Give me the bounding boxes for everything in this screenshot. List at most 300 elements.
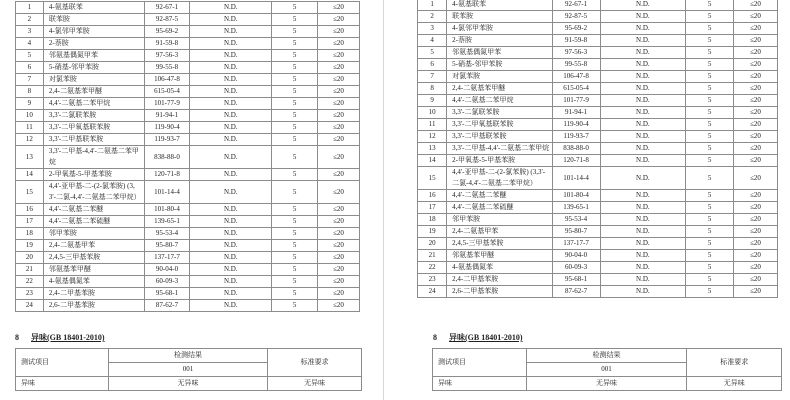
- cell-cas: 91-94-1: [144, 110, 190, 122]
- cell-limit: 5: [272, 169, 318, 181]
- cell-no: 13: [16, 146, 44, 169]
- cell-limit: 5: [686, 0, 734, 11]
- cell-requirement: ≤20: [318, 2, 360, 14]
- cell-result: N.D.: [600, 286, 686, 298]
- cell-name: 4,4'-亚甲基-二-(2-氯苯胺) (3,3'-二氯-4,4'-二氨基二苯甲烷）: [43, 181, 144, 204]
- table-row: [418, 238, 778, 250]
- cell-limit: 5: [686, 214, 734, 226]
- cell-limit: 5: [272, 26, 318, 38]
- cell-name: 2,4-二甲基苯胺: [43, 288, 144, 300]
- cell-no: 16: [418, 190, 447, 202]
- cell-no: 7: [418, 71, 447, 83]
- cell-no: 3: [418, 23, 447, 35]
- cell-no: 18: [16, 228, 44, 240]
- table-row: [418, 107, 778, 119]
- table-row: [418, 11, 778, 23]
- cell-cas: 139-65-1: [552, 202, 600, 214]
- table-row: [418, 167, 778, 190]
- cell-requirement: ≤20: [318, 240, 360, 252]
- table-row: [418, 59, 778, 71]
- cell-result: N.D.: [190, 26, 272, 38]
- cell-name: 对氯苯胺: [43, 74, 144, 86]
- cell-result: N.D.: [600, 107, 686, 119]
- cell-cas: 87-62-7: [552, 286, 600, 298]
- table-row: [418, 202, 778, 214]
- table-row: [16, 204, 360, 216]
- cell-cas: 119-93-7: [552, 131, 600, 143]
- cell-name: 对氯苯胺: [447, 71, 552, 83]
- table-row: [418, 190, 778, 202]
- cell-result: N.D.: [600, 250, 686, 262]
- aromatic-amines-results-table: [417, 0, 778, 298]
- cell-result: N.D.: [190, 14, 272, 26]
- section-number: 8: [15, 333, 19, 342]
- cell-cas: 97-56-3: [144, 50, 190, 62]
- cell-cas: 119-90-4: [552, 119, 600, 131]
- cell-cas: 101-77-9: [552, 95, 600, 107]
- cell-no: 7: [16, 74, 44, 86]
- cell-requirement: ≤20: [318, 146, 360, 169]
- result-header: 检测结果: [108, 349, 268, 363]
- cell-name: 3,3'-二甲氧基联苯胺: [447, 119, 552, 131]
- cell-no: 2: [16, 14, 44, 26]
- cell-no: 10: [418, 107, 447, 119]
- cell-requirement: ≤20: [318, 26, 360, 38]
- cell-cas: 106-47-8: [144, 74, 190, 86]
- table-row: [418, 143, 778, 155]
- cell-no: 24: [16, 300, 44, 312]
- cell-no: 3: [16, 26, 44, 38]
- cell-result: N.D.: [600, 35, 686, 47]
- table-row: [418, 131, 778, 143]
- table-row: [418, 47, 778, 59]
- cell-cas: 101-80-4: [144, 204, 190, 216]
- cell-name: 4,4'-二氨基二苯醚: [43, 204, 144, 216]
- cell-limit: 5: [272, 146, 318, 169]
- cell-cas: 101-77-9: [144, 98, 190, 110]
- cell-no: 20: [16, 252, 44, 264]
- cell-cas: 87-62-7: [144, 300, 190, 312]
- cell-result: N.D.: [190, 134, 272, 146]
- cell-cas: 92-67-1: [552, 0, 600, 11]
- cell-limit: 5: [686, 262, 734, 274]
- cell-cas: 101-80-4: [552, 190, 600, 202]
- table-row: [418, 0, 778, 11]
- cell-no: 20: [418, 238, 447, 250]
- cell-no: 11: [418, 119, 447, 131]
- cell-result: N.D.: [600, 238, 686, 250]
- odor-result-cell: 无异味: [526, 377, 687, 391]
- cell-requirement: ≤20: [318, 62, 360, 74]
- cell-no: 18: [418, 214, 447, 226]
- odor-section-heading: [15, 332, 105, 343]
- cell-name: 4,4'-二氨基二苯硫醚: [43, 216, 144, 228]
- cell-limit: 5: [686, 238, 734, 250]
- cell-name: 2,4-二甲基苯胺: [447, 274, 552, 286]
- cell-no: 12: [16, 134, 44, 146]
- cell-name: 2-萘胺: [43, 38, 144, 50]
- table-row: [418, 155, 778, 167]
- cell-name: 4-氨基联苯: [447, 0, 552, 11]
- cell-requirement: ≤20: [734, 119, 778, 131]
- table-row: [16, 50, 360, 62]
- cell-requirement: ≤20: [318, 98, 360, 110]
- cell-limit: 5: [272, 134, 318, 146]
- cell-limit: 5: [686, 95, 734, 107]
- cell-cas: 90-04-0: [552, 250, 600, 262]
- cell-result: N.D.: [600, 83, 686, 95]
- cell-cas: 95-68-1: [144, 288, 190, 300]
- table-row: [16, 98, 360, 110]
- cell-cas: 95-68-1: [552, 274, 600, 286]
- cell-name: 联苯胺: [447, 11, 552, 23]
- cell-limit: 5: [272, 216, 318, 228]
- cell-result: N.D.: [190, 74, 272, 86]
- odor-results-table: [15, 348, 362, 391]
- cell-requirement: ≤20: [318, 252, 360, 264]
- cell-cas: 95-69-2: [144, 26, 190, 38]
- table-row: [16, 228, 360, 240]
- cell-name: 3,3'-二氯联苯胺: [43, 110, 144, 122]
- table-row: [16, 74, 360, 86]
- cell-name: 邻氨基偶氮甲苯: [43, 50, 144, 62]
- cell-requirement: ≤20: [318, 169, 360, 181]
- cell-limit: 5: [272, 181, 318, 204]
- cell-no: 6: [16, 62, 44, 74]
- requirement-header: 标准要求: [268, 349, 362, 377]
- cell-result: N.D.: [600, 131, 686, 143]
- cell-limit: 5: [272, 62, 318, 74]
- odor-results-table: [432, 348, 782, 391]
- cell-result: N.D.: [190, 110, 272, 122]
- cell-requirement: ≤20: [318, 38, 360, 50]
- cell-requirement: ≤20: [734, 286, 778, 298]
- table-row: [16, 349, 362, 363]
- cell-name: 4-氨基偶氮苯: [447, 262, 552, 274]
- cell-limit: 5: [686, 274, 734, 286]
- cell-no: 19: [16, 240, 44, 252]
- cell-limit: 5: [686, 107, 734, 119]
- table-row: [418, 286, 778, 298]
- cell-requirement: ≤20: [734, 238, 778, 250]
- table-row: [418, 226, 778, 238]
- cell-requirement: ≤20: [318, 74, 360, 86]
- cell-requirement: ≤20: [734, 0, 778, 11]
- cell-no: 23: [16, 288, 44, 300]
- table-row: [16, 240, 360, 252]
- cell-no: 22: [418, 262, 447, 274]
- aromatic-amines-results-table: [15, 1, 360, 312]
- cell-requirement: ≤20: [734, 262, 778, 274]
- cell-name: 4,4'-二氨基二苯硫醚: [447, 202, 552, 214]
- cell-result: N.D.: [190, 252, 272, 264]
- test-item-header: 测试项目: [16, 349, 109, 377]
- cell-no: 23: [418, 274, 447, 286]
- cell-no: 9: [16, 98, 44, 110]
- cell-limit: 5: [272, 14, 318, 26]
- cell-name: 2,4,5-三甲基苯胺: [447, 238, 552, 250]
- cell-cas: 60-09-3: [144, 276, 190, 288]
- cell-result: N.D.: [600, 71, 686, 83]
- cell-no: 15: [16, 181, 44, 204]
- cell-limit: 5: [272, 86, 318, 98]
- cell-limit: 5: [686, 23, 734, 35]
- cell-name: 3,3'-二甲氧基联苯胺: [43, 122, 144, 134]
- table-row: [418, 95, 778, 107]
- cell-result: N.D.: [190, 98, 272, 110]
- cell-name: 3,3'-二氯联苯胺: [447, 107, 552, 119]
- cell-cas: 119-90-4: [144, 122, 190, 134]
- cell-cas: 99-55-8: [144, 62, 190, 74]
- cell-no: 15: [418, 167, 447, 190]
- cell-result: N.D.: [600, 274, 686, 286]
- cell-cas: 120-71-8: [144, 169, 190, 181]
- page-divider: [383, 0, 384, 400]
- cell-limit: 5: [272, 264, 318, 276]
- cell-requirement: ≤20: [734, 143, 778, 155]
- cell-result: N.D.: [190, 288, 272, 300]
- cell-requirement: ≤20: [734, 83, 778, 95]
- cell-requirement: ≤20: [734, 131, 778, 143]
- cell-requirement: ≤20: [318, 288, 360, 300]
- cell-cas: 95-53-4: [552, 214, 600, 226]
- cell-requirement: ≤20: [318, 181, 360, 204]
- table-row: [418, 83, 778, 95]
- table-row: [16, 377, 362, 391]
- cell-no: 14: [418, 155, 447, 167]
- cell-cas: 91-59-8: [144, 38, 190, 50]
- cell-no: 14: [16, 169, 44, 181]
- cell-name: 邻氨基苯甲醚: [43, 264, 144, 276]
- report-page-right: [395, 0, 790, 400]
- cell-result: N.D.: [600, 59, 686, 71]
- sample-id-cell: 001: [108, 363, 268, 377]
- cell-requirement: ≤20: [734, 155, 778, 167]
- cell-limit: 5: [686, 35, 734, 47]
- cell-requirement: ≤20: [734, 190, 778, 202]
- cell-requirement: ≤20: [318, 216, 360, 228]
- table-row: [418, 274, 778, 286]
- section-number: 8: [433, 333, 437, 342]
- cell-requirement: ≤20: [318, 14, 360, 26]
- table-row: [16, 134, 360, 146]
- cell-limit: 5: [272, 252, 318, 264]
- cell-cas: 97-56-3: [552, 47, 600, 59]
- table-row: [418, 119, 778, 131]
- cell-name: 联苯胺: [43, 14, 144, 26]
- cell-limit: 5: [272, 240, 318, 252]
- table-row: [418, 250, 778, 262]
- cell-requirement: ≤20: [318, 110, 360, 122]
- cell-name: 4,4'-二氨基二苯甲烷: [447, 95, 552, 107]
- cell-name: 2,4-二氨基苯甲醚: [447, 83, 552, 95]
- cell-result: N.D.: [600, 143, 686, 155]
- cell-no: 17: [418, 202, 447, 214]
- cell-requirement: ≤20: [318, 264, 360, 276]
- cell-result: N.D.: [600, 11, 686, 23]
- cell-requirement: ≤20: [734, 59, 778, 71]
- cell-limit: 5: [272, 50, 318, 62]
- cell-limit: 5: [686, 71, 734, 83]
- cell-result: N.D.: [190, 2, 272, 14]
- cell-result: N.D.: [600, 0, 686, 11]
- cell-result: N.D.: [190, 62, 272, 74]
- table-row: [16, 288, 360, 300]
- table-row: [16, 146, 360, 169]
- table-row: [16, 2, 360, 14]
- cell-cas: 120-71-8: [552, 155, 600, 167]
- section-title: 异味(GB 18401-2010): [449, 333, 523, 342]
- cell-limit: 5: [686, 11, 734, 23]
- cell-requirement: ≤20: [734, 202, 778, 214]
- cell-no: 11: [16, 122, 44, 134]
- table-row: [16, 26, 360, 38]
- cell-cas: 106-47-8: [552, 71, 600, 83]
- table-row: [418, 262, 778, 274]
- table-row: [16, 181, 360, 204]
- cell-name: 3,3'-二甲基-4,4'-二氨基二苯甲烷: [447, 143, 552, 155]
- odor-item-cell: 异味: [433, 377, 527, 391]
- cell-limit: 5: [686, 59, 734, 71]
- table-row: [418, 35, 778, 47]
- cell-name: 4,4'-亚甲基-二-(2-氯苯胺) (3,3'-二氯-4,4'-二氨基二苯甲烷）: [447, 167, 552, 190]
- cell-name: 3,3'-二甲基-4,4'-二氨基二苯甲烷: [43, 146, 144, 169]
- cell-name: 2-甲氧基-5-甲基苯胺: [43, 169, 144, 181]
- cell-limit: 5: [272, 38, 318, 50]
- cell-name: 3,3'-二甲基联苯胺: [43, 134, 144, 146]
- cell-limit: 5: [686, 190, 734, 202]
- cell-no: 8: [418, 83, 447, 95]
- cell-cas: 119-93-7: [144, 134, 190, 146]
- cell-result: N.D.: [190, 169, 272, 181]
- cell-requirement: ≤20: [734, 107, 778, 119]
- cell-limit: 5: [686, 250, 734, 262]
- cell-name: 3,3'-二甲基联苯胺: [447, 131, 552, 143]
- cell-cas: 615-05-4: [144, 86, 190, 98]
- cell-result: N.D.: [190, 38, 272, 50]
- cell-no: 8: [16, 86, 44, 98]
- cell-name: 4-氯邻甲苯胺: [43, 26, 144, 38]
- table-row: [433, 349, 782, 363]
- table-row: [433, 377, 782, 391]
- cell-no: 21: [418, 250, 447, 262]
- cell-cas: 95-53-4: [144, 228, 190, 240]
- cell-requirement: ≤20: [734, 35, 778, 47]
- cell-result: N.D.: [190, 146, 272, 169]
- cell-no: 22: [16, 276, 44, 288]
- table-row: [16, 110, 360, 122]
- cell-result: N.D.: [600, 167, 686, 190]
- cell-limit: 5: [686, 143, 734, 155]
- cell-result: N.D.: [600, 23, 686, 35]
- cell-requirement: ≤20: [318, 300, 360, 312]
- table-row: [16, 169, 360, 181]
- cell-name: 4,4'-二氨基二苯醚: [447, 190, 552, 202]
- test-item-header: 测试项目: [433, 349, 527, 377]
- cell-name: 2,4-二氨基苯甲醚: [43, 86, 144, 98]
- cell-cas: 615-05-4: [552, 83, 600, 95]
- cell-limit: 5: [272, 288, 318, 300]
- cell-cas: 99-55-8: [552, 59, 600, 71]
- cell-no: 24: [418, 286, 447, 298]
- cell-result: N.D.: [600, 119, 686, 131]
- cell-no: 5: [418, 47, 447, 59]
- cell-no: 21: [16, 264, 44, 276]
- cell-no: 4: [418, 35, 447, 47]
- section-title: 异味(GB 18401-2010): [31, 333, 105, 342]
- cell-requirement: ≤20: [318, 122, 360, 134]
- cell-limit: 5: [686, 286, 734, 298]
- cell-requirement: ≤20: [734, 226, 778, 238]
- cell-name: 2,4-二氨基甲苯: [447, 226, 552, 238]
- cell-requirement: ≤20: [734, 11, 778, 23]
- odor-requirement-cell: 无异味: [268, 377, 362, 391]
- odor-item-cell: 异味: [16, 377, 109, 391]
- cell-no: 10: [16, 110, 44, 122]
- odor-section-heading: [433, 332, 523, 343]
- cell-result: N.D.: [600, 202, 686, 214]
- cell-limit: 5: [686, 167, 734, 190]
- cell-no: 2: [418, 11, 447, 23]
- cell-result: N.D.: [190, 264, 272, 276]
- cell-result: N.D.: [190, 204, 272, 216]
- cell-cas: 91-59-8: [552, 35, 600, 47]
- cell-limit: 5: [272, 110, 318, 122]
- cell-cas: 60-09-3: [552, 262, 600, 274]
- cell-result: N.D.: [600, 214, 686, 226]
- table-row: [16, 62, 360, 74]
- cell-no: 13: [418, 143, 447, 155]
- cell-result: N.D.: [600, 155, 686, 167]
- cell-name: 4-氯邻甲苯胺: [447, 23, 552, 35]
- cell-result: N.D.: [600, 95, 686, 107]
- cell-name: 4-氨基偶氮苯: [43, 276, 144, 288]
- cell-limit: 5: [272, 276, 318, 288]
- cell-limit: 5: [686, 119, 734, 131]
- cell-name: 4,4'-二氨基二苯甲烷: [43, 98, 144, 110]
- cell-requirement: ≤20: [318, 134, 360, 146]
- cell-limit: 5: [272, 204, 318, 216]
- cell-requirement: ≤20: [318, 86, 360, 98]
- cell-no: 19: [418, 226, 447, 238]
- cell-cas: 101-14-4: [144, 181, 190, 204]
- cell-requirement: ≤20: [734, 95, 778, 107]
- cell-result: N.D.: [600, 47, 686, 59]
- cell-cas: 92-67-1: [144, 2, 190, 14]
- table-row: [16, 38, 360, 50]
- cell-cas: 139-65-1: [144, 216, 190, 228]
- cell-no: 16: [16, 204, 44, 216]
- cell-limit: 5: [686, 155, 734, 167]
- cell-requirement: ≤20: [318, 50, 360, 62]
- cell-limit: 5: [272, 300, 318, 312]
- cell-requirement: ≤20: [318, 276, 360, 288]
- cell-name: 邻甲苯胺: [43, 228, 144, 240]
- cell-limit: 5: [272, 2, 318, 14]
- cell-name: 2,4-二氨基甲苯: [43, 240, 144, 252]
- result-header: 检测结果: [526, 349, 687, 363]
- cell-name: 4-氨基联苯: [43, 2, 144, 14]
- cell-result: N.D.: [190, 300, 272, 312]
- table-row: [418, 214, 778, 226]
- cell-no: 17: [16, 216, 44, 228]
- odor-requirement-cell: 无异味: [687, 377, 782, 391]
- cell-result: N.D.: [190, 276, 272, 288]
- cell-result: N.D.: [190, 86, 272, 98]
- cell-name: 邻氨基偶氮甲苯: [447, 47, 552, 59]
- cell-cas: 95-69-2: [552, 23, 600, 35]
- cell-cas: 838-88-0: [144, 146, 190, 169]
